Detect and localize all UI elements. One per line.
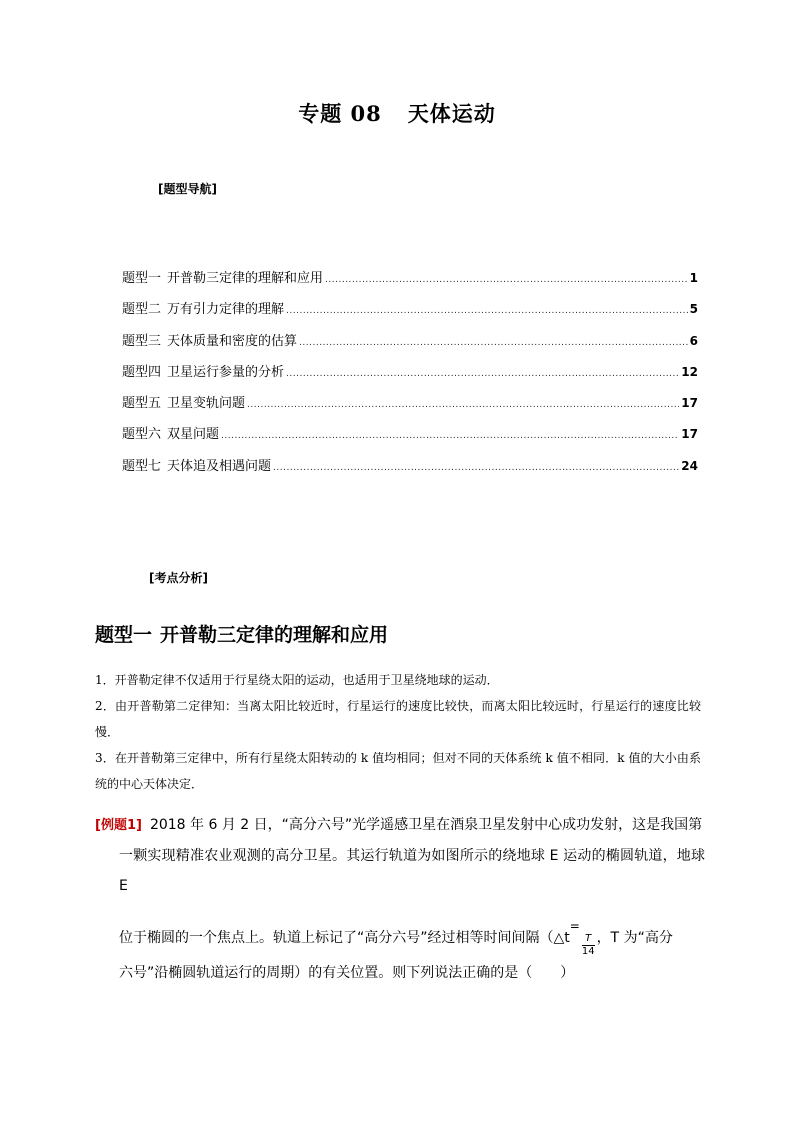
example-1 [95, 810, 705, 988]
toc-title: 开普勒三定律的理解和应用 [167, 271, 324, 286]
toc-entry-5[interactable] [122, 392, 698, 423]
toc-title: 卫星运行参量的分析 [167, 364, 285, 380]
section-title: 开普勒三定律的理解和应用 [160, 624, 389, 646]
toc-num: 题型二 [122, 302, 162, 318]
toc-page-number: 24 [681, 458, 698, 473]
period-fraction [582, 933, 595, 958]
key-points [95, 667, 701, 797]
toc-num: 题型五 [122, 396, 162, 412]
fraction-denominator: 14 [581, 946, 595, 957]
toc-num: 题型三 [122, 333, 162, 349]
toc-leader [221, 431, 679, 441]
toc-title: 天体追及相遇问题 [167, 458, 272, 474]
fraction-numerator: T [582, 933, 595, 946]
toc-page-number: 12 [681, 364, 698, 379]
title-number: 专题 08 [298, 101, 382, 126]
key-point-2: 2．由开普勒第二定律知：当离太阳比较近时，行星运行的速度比较快，而离太阳比较远时，行星运行的速度比较慢． [95, 699, 701, 739]
toc-num: 题型四 [122, 364, 162, 380]
section-num: 题型一 [95, 624, 153, 646]
example-tag: [例题1] [95, 818, 142, 833]
section-heading [95, 620, 388, 647]
toc-entry-1[interactable] [122, 267, 698, 298]
key-point-1: 1．开普勒定律不仅适用于行星绕太阳的运动，也适用于卫星绕地球的运动． [95, 673, 499, 687]
toc-page-number: 5 [689, 302, 698, 317]
example-line-4: 六号”沿椭圆轨道运行的周期）的有关位置。则下列说法正确的是（ ） [119, 965, 575, 981]
toc-leader [299, 338, 688, 348]
example-line-1: [例题1] 2018 年 6 月 2 日，“高分六号”光学遥感卫星在酒泉卫星发射中心成功发射，这是我国第 [95, 817, 703, 833]
toc-num: 题型六 [122, 427, 162, 443]
nav-tag: [题型导航] [158, 182, 217, 196]
toc-title: 万有引力定律的理解 [167, 302, 285, 318]
toc-entry-3[interactable] [122, 330, 698, 361]
toc-leader [286, 306, 688, 316]
toc-entry-2[interactable] [122, 298, 698, 329]
table-of-contents [122, 267, 698, 486]
title-topic: 天体运动 [407, 101, 496, 126]
example-line-3: 位于椭圆的一个焦点上。轨道上标记了“高分六号”经过相等时间间隔（△t= $\frac{T}{14}$ ，T 为“高分 [95, 911, 705, 958]
toc-entry-4[interactable] [122, 361, 698, 392]
toc-page-number: 1 [689, 271, 698, 285]
key-point-3: 3．在开普勒第三定律中，所有行星绕太阳转动的 k 值均相同；但对不同的天体系统 k 值不相同．k 值的大小由系统的中心天体决定． [95, 751, 701, 791]
toc-num: 题型一 [122, 271, 162, 286]
toc-leader [247, 400, 679, 410]
toc-page-number: 17 [681, 396, 698, 411]
analysis-tag: [考点分析] [149, 571, 208, 585]
toc-num: 题型七 [122, 458, 162, 474]
toc-page-number: 17 [681, 427, 698, 442]
toc-leader [286, 369, 679, 379]
toc-page-number: 6 [689, 333, 698, 348]
toc-title: 双星问题 [167, 427, 220, 443]
equals-sign: = [569, 919, 580, 933]
toc-leader [273, 463, 679, 473]
example-line-2: 一颗实现精准农业观测的高分卫星。其运行轨道为如图所示的绕地球 E 运动的椭圆轨道，地球 E [119, 848, 705, 894]
toc-title: 卫星变轨问题 [167, 396, 246, 412]
toc-leader [325, 275, 688, 285]
toc-entry-7[interactable] [122, 455, 698, 486]
toc-entry-6[interactable] [122, 423, 698, 454]
document-title [0, 98, 794, 128]
toc-title: 天体质量和密度的估算 [167, 333, 298, 349]
